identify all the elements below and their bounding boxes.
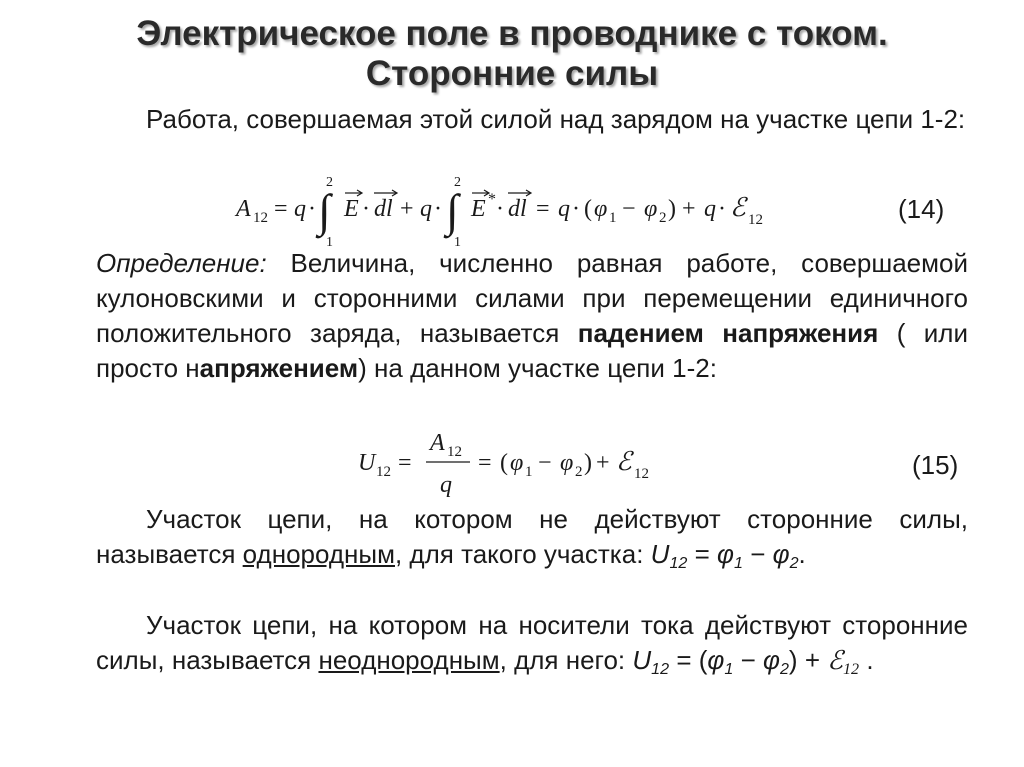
svg-text:12: 12 [253,210,268,226]
svg-text:φ: φ [510,450,524,476]
homogeneous-phi2: $\varphi_2$ [772,539,799,572]
inhomogeneous-equals: = ( [676,645,708,675]
title-line-2: Сторонние силы [365,54,659,93]
svg-text:·: · [572,196,580,222]
svg-text:ℰ: ℰ [616,447,632,476]
svg-text:=: = [536,196,550,222]
equation-number-15: (15) [912,450,959,480]
svg-text:−: − [622,196,636,222]
svg-text:2: 2 [326,175,333,190]
svg-text:2: 2 [659,210,667,226]
definition-label: Определение: [96,248,267,278]
svg-text:(: ( [500,450,508,476]
svg-text:∫: ∫ [446,185,459,236]
paragraph-work-text: Работа, совершаемая этой силой над зарядом на участке цепи 1-2: [146,104,966,134]
svg-text:φ: φ [644,196,658,222]
homogeneous-text-2: , для такого участка: [394,539,644,569]
svg-text:1: 1 [326,235,333,250]
equation-number-14: (14) [898,194,945,224]
svg-text:E: E [471,196,486,222]
svg-text:1: 1 [454,235,461,250]
inhomogeneous-paren: ) [788,645,798,675]
title-line-1: Электрическое поле в проводнике с током. [136,14,888,53]
definition-text-2: ( или просто н [96,318,968,383]
svg-text:−: − [538,450,552,476]
svg-text:A: A [236,196,251,222]
svg-text:E: E [344,196,359,222]
term-homogeneous: однородным [242,539,395,569]
formula-15-svg [354,426,684,504]
svg-text:12: 12 [634,466,649,482]
emf-symbol: ℰ$_{12}$ [827,646,860,678]
svg-text:2: 2 [454,175,461,190]
paragraph-definition [96,246,968,386]
svg-text:q: q [440,472,452,498]
svg-text:=: = [274,196,288,222]
inhomogeneous-text-2: , для него: [499,645,626,675]
svg-text:+: + [682,196,696,222]
homogeneous-period: . [798,539,806,569]
svg-text:): ) [584,450,592,476]
svg-text:·: · [362,196,370,222]
definition-text-3: ) на данном участке цепи 1-2: [358,353,717,383]
inhomogeneous-formula: $U_{12}$ [632,645,670,678]
formula-15 [354,426,684,509]
formula-14 [230,168,800,255]
svg-text:q: q [420,196,432,222]
svg-text:12: 12 [748,212,763,228]
svg-text:U: U [358,450,376,476]
svg-text:(: ( [584,196,592,222]
homogeneous-phi1: $\varphi_1$ [717,539,743,572]
svg-text:+: + [400,196,414,222]
svg-text:q: q [294,196,306,222]
svg-text:φ: φ [560,450,574,476]
homogeneous-equals: = [694,539,710,569]
svg-text:+: + [596,450,610,476]
svg-text:2: 2 [575,464,583,480]
inhomogeneous-phi2: $\varphi_2$ [762,645,789,678]
slide-title [0,14,1024,94]
svg-text:q: q [558,196,570,222]
svg-text:·: · [308,196,316,222]
paragraph-work [96,102,968,137]
definition-text-1: Величина, численно равная работе, совершаемой кулоновскими и сторонними силами при перемещении единичного положительного заряда, называется [96,248,968,348]
inhomogeneous-phi1: $\varphi_1$ [707,645,734,678]
svg-text:∫: ∫ [318,185,331,236]
svg-text:·: · [496,196,504,222]
formula-14-svg [230,168,800,250]
term-inhomogeneous: неоднородным [318,645,500,675]
svg-text:): ) [668,196,676,222]
term-voltage-drop: падением напряжения [577,318,879,348]
svg-text:1: 1 [609,210,617,226]
svg-text:·: · [718,196,726,222]
svg-text:dl: dl [508,196,527,222]
svg-text:dl: dl [374,196,393,222]
inhomogeneous-plus: + [804,645,821,675]
svg-text:q: q [704,196,716,222]
paragraph-inhomogeneous [96,608,968,687]
svg-text:1: 1 [525,464,533,480]
svg-text:ℰ: ℰ [730,193,746,222]
homogeneous-formula: $U_{12}$ [650,539,688,572]
inhomogeneous-minus: − [740,645,756,675]
homogeneous-minus: − [750,539,766,569]
svg-text:=: = [398,450,412,476]
svg-text:A: A [430,430,445,456]
svg-text:=: = [478,450,492,476]
inhomogeneous-period: . [866,645,874,675]
svg-text:*: * [488,191,496,208]
paragraph-homogeneous [96,502,968,581]
inhomogeneous-text-1: Участок цепи, на котором на носители тока действуют сторонние силы, называется [96,610,968,675]
homogeneous-text-1: Участок цепи, на котором не действуют сторонние силы, называется [96,504,968,569]
svg-text:φ: φ [594,196,608,222]
svg-text:12: 12 [447,444,462,460]
svg-text:12: 12 [376,464,391,480]
svg-text:·: · [434,196,442,222]
term-voltage: апряжением [199,353,359,383]
